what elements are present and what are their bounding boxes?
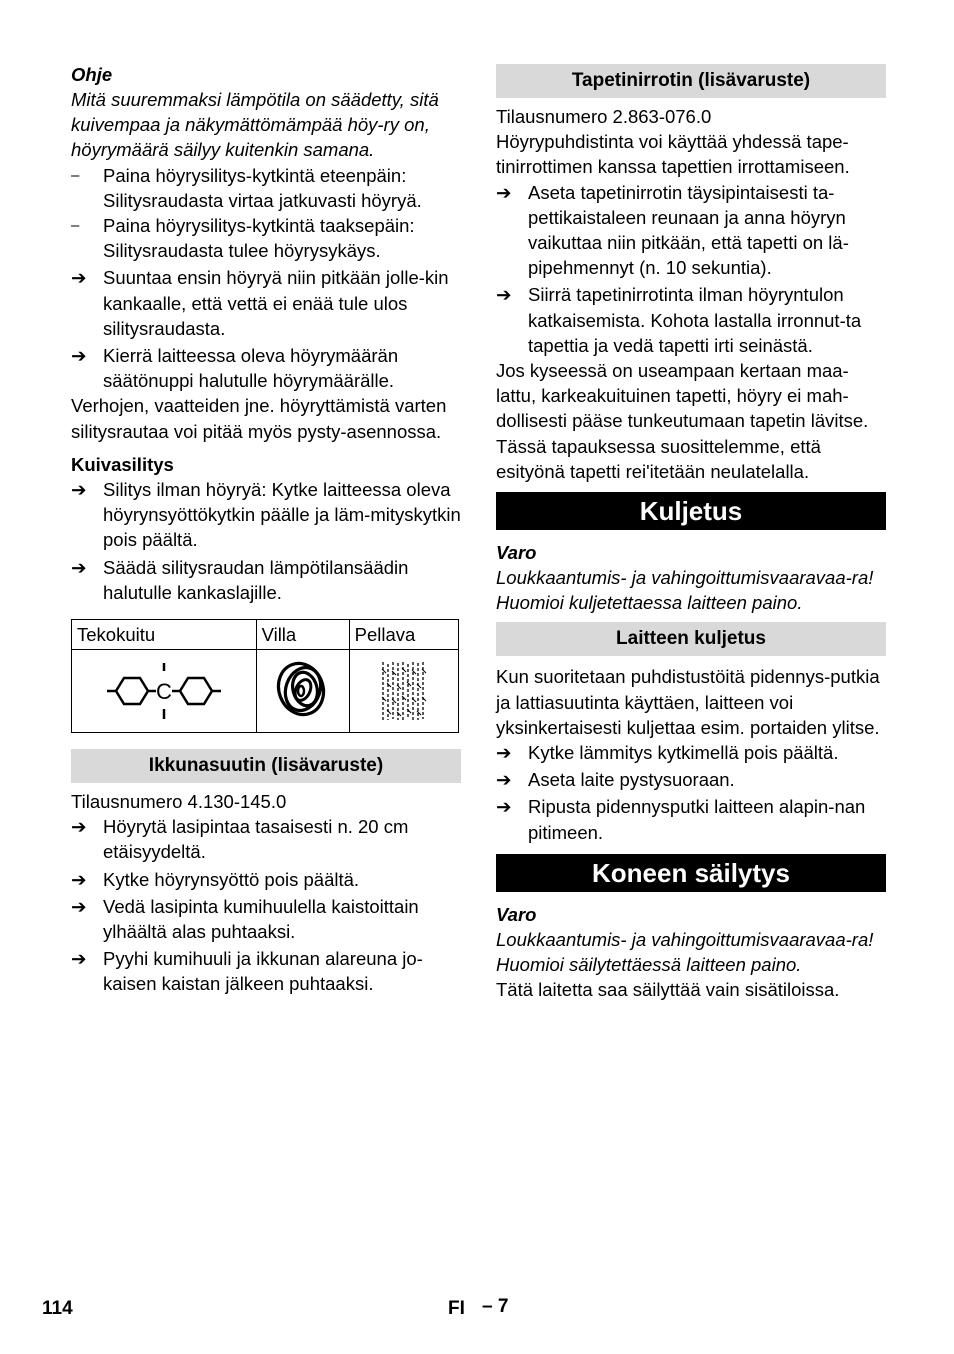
caution-text: Loukkaantumis- ja vahingoittumisvaaravaa-ra! Huomioi kuljetettaessa laitteen paino. bbox=[496, 567, 874, 614]
step-item: ➔ Aseta tapetinirrotin täysipintaisesti ta-pettikaistaleen reunaan ja anna höyryn vaikuttaa niin pitkään, että tapetti on lä-pipehmennyt (n. 10 sekuntia). bbox=[496, 181, 849, 279]
arrow-right-icon: ➔ bbox=[71, 345, 87, 367]
step-item: ➔ Aseta laite pystysuoraan. bbox=[496, 767, 886, 792]
step-item: ➔ Vedä lasipinta kumihuulella kaistoittain ylhäältä alas puhtaaksi. bbox=[71, 895, 419, 943]
arrow-right-icon: ➔ bbox=[71, 267, 87, 289]
dry-ironing-heading: Kuivasilitys bbox=[71, 453, 174, 475]
arrow-right-icon: ➔ bbox=[71, 556, 87, 578]
fabric-header: Pellava bbox=[349, 620, 458, 650]
synthetic-cell bbox=[72, 650, 257, 733]
arrow-right-icon: ➔ bbox=[71, 948, 87, 970]
arrow-right-icon: ➔ bbox=[496, 742, 512, 764]
dash-item: – Paina höyrysilitys-kytkintä taaksepäin: Silitysraudasta tulee höyrysykäys. bbox=[71, 215, 415, 262]
sub-page-number: – 7 bbox=[482, 1296, 509, 1317]
right-column bbox=[496, 64, 886, 1002]
svg-text:C: C bbox=[155, 679, 172, 705]
curtain-paragraph: Verhojen, vaatteiden jne. höyryttämistä varten silitysrautaa voi pitää myös pysty-asennossa. bbox=[71, 395, 447, 442]
fabric-header: Villa bbox=[256, 620, 349, 650]
step-item: ➔ Siirrä tapetinirrotinta ilman höyryntulon katkaisemista. Kohota lastalla irronnut-ta tapettia ja vedä tapetti irti seinästä. bbox=[496, 284, 862, 356]
step-item: ➔ Pyyhi kumihuuli ja ikkunan alareuna jo-kaisen kaistan jälkeen puhtaaksi. bbox=[71, 948, 423, 995]
step-item: ➔ Säädä silitysraudan lämpötilansäädin halutulle kankaslajille. bbox=[71, 556, 409, 603]
linen-fibers-icon bbox=[379, 659, 429, 723]
note-text: Mitä suuremmaksi lämpötila on säädetty, sitä kuivempaa ja näkymättömämpää höy-ry on, höyrymäärä säilyy kuitenkin samana. bbox=[71, 89, 439, 161]
page-number: 114 bbox=[42, 1298, 73, 1319]
fabric-table bbox=[71, 619, 459, 733]
arrow-right-icon: ➔ bbox=[496, 284, 512, 306]
arrow-right-icon: ➔ bbox=[71, 816, 87, 838]
arrow-right-icon: ➔ bbox=[496, 796, 512, 818]
wallpaper-intro: Höyrypuhdistinta voi käyttää yhdessä tape-tinirrottimen kanssa tapettien irrottamiseen. bbox=[496, 131, 850, 178]
caution-text: Loukkaantumis- ja vahingoittumisvaaravaa-ra! Huomioi säilytettäessä laitteen paino. bbox=[496, 928, 874, 976]
step-item: ➔ Suuntaa ensin höyryä niin pitkään jolle-kin kankaalle, että vettä ei enää tule ulos silitysraudasta. bbox=[71, 267, 449, 339]
step-item: ➔ Kytke höyrynsyöttö pois päältä. bbox=[71, 867, 461, 892]
hexagon-molecule-icon bbox=[104, 661, 224, 721]
language-code: FI bbox=[448, 1298, 465, 1319]
arrow-right-icon: ➔ bbox=[496, 769, 512, 791]
storage-heading: Koneen säilytys bbox=[496, 854, 886, 892]
wallpaper-remover-heading: Tapetinirrotin (lisävaruste) bbox=[496, 64, 886, 98]
window-nozzle-heading: Ikkunasuutin (lisävaruste) bbox=[71, 749, 461, 783]
wool-coil-icon bbox=[273, 659, 333, 723]
wallpaper-paragraph: Jos kyseessä on useampaan kertaan maa-lattu, karkeakuituinen tapetti, höyry ei mah-dollisesti pääse tunkeutumaan tapetin lävitse. Tässä tapauksessa suosittelemme, että esityönä tapetti rei'itetään neulatelalla. bbox=[496, 360, 869, 482]
left-column bbox=[71, 60, 461, 997]
arrow-right-icon: ➔ bbox=[71, 868, 87, 890]
dash-item: – Paina höyrysilitys-kytkintä eteenpäin: Silitysraudasta virtaa jatkuvasti höyryä. bbox=[71, 164, 422, 211]
window-order-number: Tilausnumero 4.130-145.0 bbox=[71, 791, 287, 813]
fabric-header: Tekokuitu bbox=[72, 620, 257, 650]
step-item: ➔ Höyrytä lasipintaa tasaisesti n. 20 cm etäisyydeltä. bbox=[71, 816, 409, 863]
note-label: Ohje bbox=[71, 64, 113, 85]
dash-icon: – bbox=[71, 217, 80, 235]
arrow-right-icon: ➔ bbox=[496, 181, 512, 203]
wool-cell bbox=[256, 650, 349, 733]
dash-icon: – bbox=[71, 166, 80, 184]
device-transport-heading: Laitteen kuljetus bbox=[496, 622, 886, 656]
linen-cell bbox=[349, 650, 458, 733]
caution-label: Varo bbox=[496, 903, 537, 925]
step-item: ➔ Kierrä laitteessa oleva höyrymäärän säätönuppi halutulle höyrymäärälle. bbox=[71, 345, 399, 392]
transport-paragraph: Kun suoritetaan puhdistustöitä pidennys-putkia ja lattiasuutinta käyttäen, laitteen voi yksinkertaisesti kuljettaa esim. portaiden ylitse. bbox=[496, 666, 880, 738]
storage-paragraph: Tätä laitetta saa säilyttää vain sisätiloissa. bbox=[496, 979, 840, 1001]
step-item: ➔ Ripusta pidennysputki laitteen alapin-nan pitimeen. bbox=[496, 796, 866, 843]
transport-heading: Kuljetus bbox=[496, 492, 886, 530]
arrow-right-icon: ➔ bbox=[71, 895, 87, 917]
step-item: ➔ Silitys ilman höyryä: Kytke laitteessa oleva höyrynsyöttökytkin päälle ja läm-mityskytkin pois päältä. bbox=[71, 479, 461, 551]
caution-label: Varo bbox=[496, 542, 537, 564]
wallpaper-order-number: Tilausnumero 2.863-076.0 bbox=[496, 106, 712, 127]
step-item: ➔ Kytke lämmitys kytkimellä pois päältä. bbox=[496, 740, 886, 765]
arrow-right-icon: ➔ bbox=[71, 479, 87, 501]
